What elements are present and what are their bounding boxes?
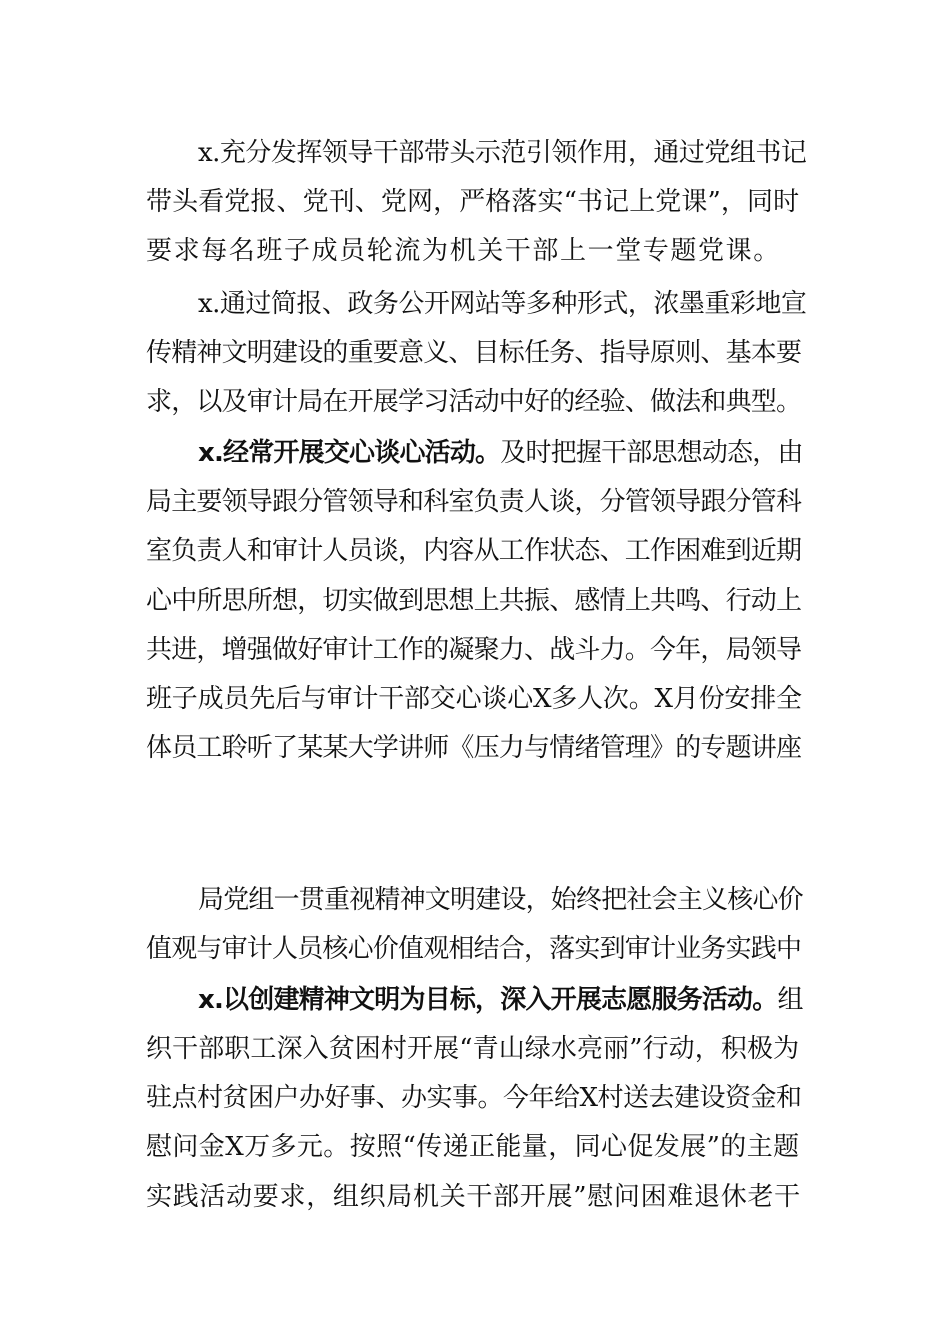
- paragraph-line: 心中所思所想，切实做到思想上共振、感情上共鸣、行动上: [146, 586, 802, 616]
- paragraph-line: [198, 983, 803, 1017]
- paragraph-line: x.通过简报、政务公开网站等多种形式，浓墨重彩地宣: [198, 289, 807, 319]
- paragraph-line: 带头看党报、党刊、党网，严格落实“书记上党课”，同时: [146, 187, 800, 217]
- bold-lead: x.以创建精神文明为目标，深入开展志愿服务活动。: [198, 985, 778, 1015]
- paragraph-line: 局主要领导跟分管领导和科室负责人谈，分管领导跟分管科: [146, 487, 802, 517]
- paragraph-line: 要求每名班子成员轮流为机关干部上一堂专题党课。: [146, 236, 781, 266]
- paragraph-line: 传精神文明建设的重要意义、目标任务、指导原则、基本要: [146, 338, 802, 368]
- paragraph-text: 及时把握干部思想动态，由: [500, 438, 803, 468]
- bold-lead: x.经常开展交心谈心活动。: [198, 438, 501, 468]
- paragraph-line: 室负责人和审计人员谈，内容从工作状态、工作困难到近期: [146, 536, 802, 566]
- paragraph-line: 慰问金X万多元。按照“传递正能量，同心促发展”的主题: [146, 1132, 800, 1162]
- paragraph-line: 班子成员先后与审计干部交心谈心X多人次。X月份安排全: [146, 684, 802, 714]
- paragraph-line: 共进，增强做好审计工作的凝聚力、战斗力。今年，局领导: [146, 635, 802, 665]
- paragraph-line: [198, 436, 803, 470]
- paragraph-line: 实践活动要求，组织局机关干部开展”慰问困难退休老干: [146, 1182, 801, 1212]
- paragraph-line: 体员工聆听了某某大学讲师《压力与情绪管理》的专题讲座: [146, 733, 802, 763]
- paragraph-line: 值观与审计人员核心价值观相结合，落实到审计业务实践中: [146, 934, 802, 964]
- paragraph-line: x.充分发挥领导干部带头示范引领作用，通过党组书记: [198, 138, 807, 168]
- paragraph-line: 求，以及审计局在开展学习活动中好的经验、做法和典型。: [146, 387, 802, 417]
- paragraph-line: 驻点村贫困户办好事、办实事。今年给X村送去建设资金和: [146, 1083, 802, 1113]
- paragraph-line: 局党组一贯重视精神文明建设，始终把社会主义核心价: [198, 885, 803, 915]
- paragraph-text: 组: [777, 985, 803, 1015]
- paragraph-line: 织干部职工深入贫困村开展“青山绿水亮丽”行动，积极为: [146, 1034, 800, 1064]
